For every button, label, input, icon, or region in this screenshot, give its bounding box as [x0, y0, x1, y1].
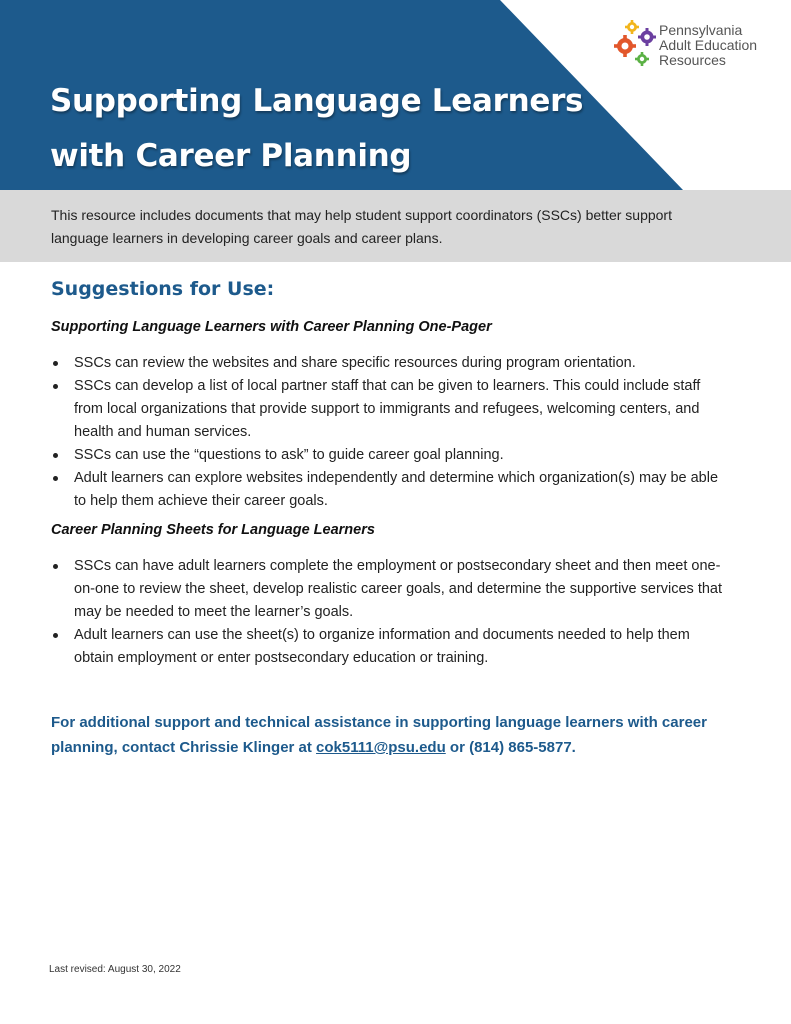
title-line-2: with Career Planning: [50, 138, 412, 174]
list-item: SSCs can use the “questions to ask” to guide career goal planning.: [51, 444, 731, 467]
list-item: SSCs can have adult learners complete the employment or postsecondary sheet and then meet one-on-one to review the sheet, develop realistic career goals, and determine the supportive services that may be needed to meet the learner’s goals.: [51, 555, 731, 624]
contact-email-link[interactable]: cok5111@psu.edu: [316, 739, 446, 756]
organization-logo: [612, 20, 782, 70]
last-revised-date: Last revised: August 30, 2022: [49, 964, 181, 975]
intro-band: [0, 190, 791, 262]
logo-line-3: Resources: [659, 52, 726, 68]
list-item: SSCs can review the websites and share specific resources during program orientation.: [51, 352, 731, 375]
planning-sheets-bullet-list: [51, 555, 731, 670]
one-pager-subheading: Supporting Language Learners with Career Planning One-Pager: [51, 319, 492, 335]
title-line-1: Supporting Language Learners: [50, 83, 584, 119]
list-item: SSCs can develop a list of local partner staff that can be given to learners. This could include staff from local organizations that provide support to immigrants and refugees, welcoming centers, and health and human services.: [51, 375, 731, 444]
logo-text: [659, 23, 757, 68]
planning-sheets-subheading: Career Planning Sheets for Language Learners: [51, 522, 375, 538]
logo-line-1: Pennsylvania: [659, 22, 743, 38]
list-item: Adult learners can explore websites independently and determine which organization(s) may be able to help them achieve their career goals.: [51, 467, 731, 513]
suggestions-heading: Suggestions for Use:: [51, 278, 275, 300]
contact-text-after: or (814) 865-5877.: [445, 739, 576, 756]
contact-text-before: For additional support and technical assistance in supporting language learners with career planning, contact Chrissie Klinger at: [51, 714, 707, 756]
list-item: Adult learners can use the sheet(s) to organize information and documents needed to help them obtain employment or enter postsecondary education or training.: [51, 624, 731, 670]
page-title: [50, 74, 583, 184]
logo-line-2: Adult Education: [659, 37, 758, 53]
one-pager-bullet-list: [51, 352, 731, 513]
gears-icon: [612, 20, 658, 70]
contact-paragraph: [51, 710, 741, 760]
intro-text: This resource includes documents that may help student support coordinators (SSCs) better support language learners in developing career goals and career plans.: [51, 207, 672, 246]
